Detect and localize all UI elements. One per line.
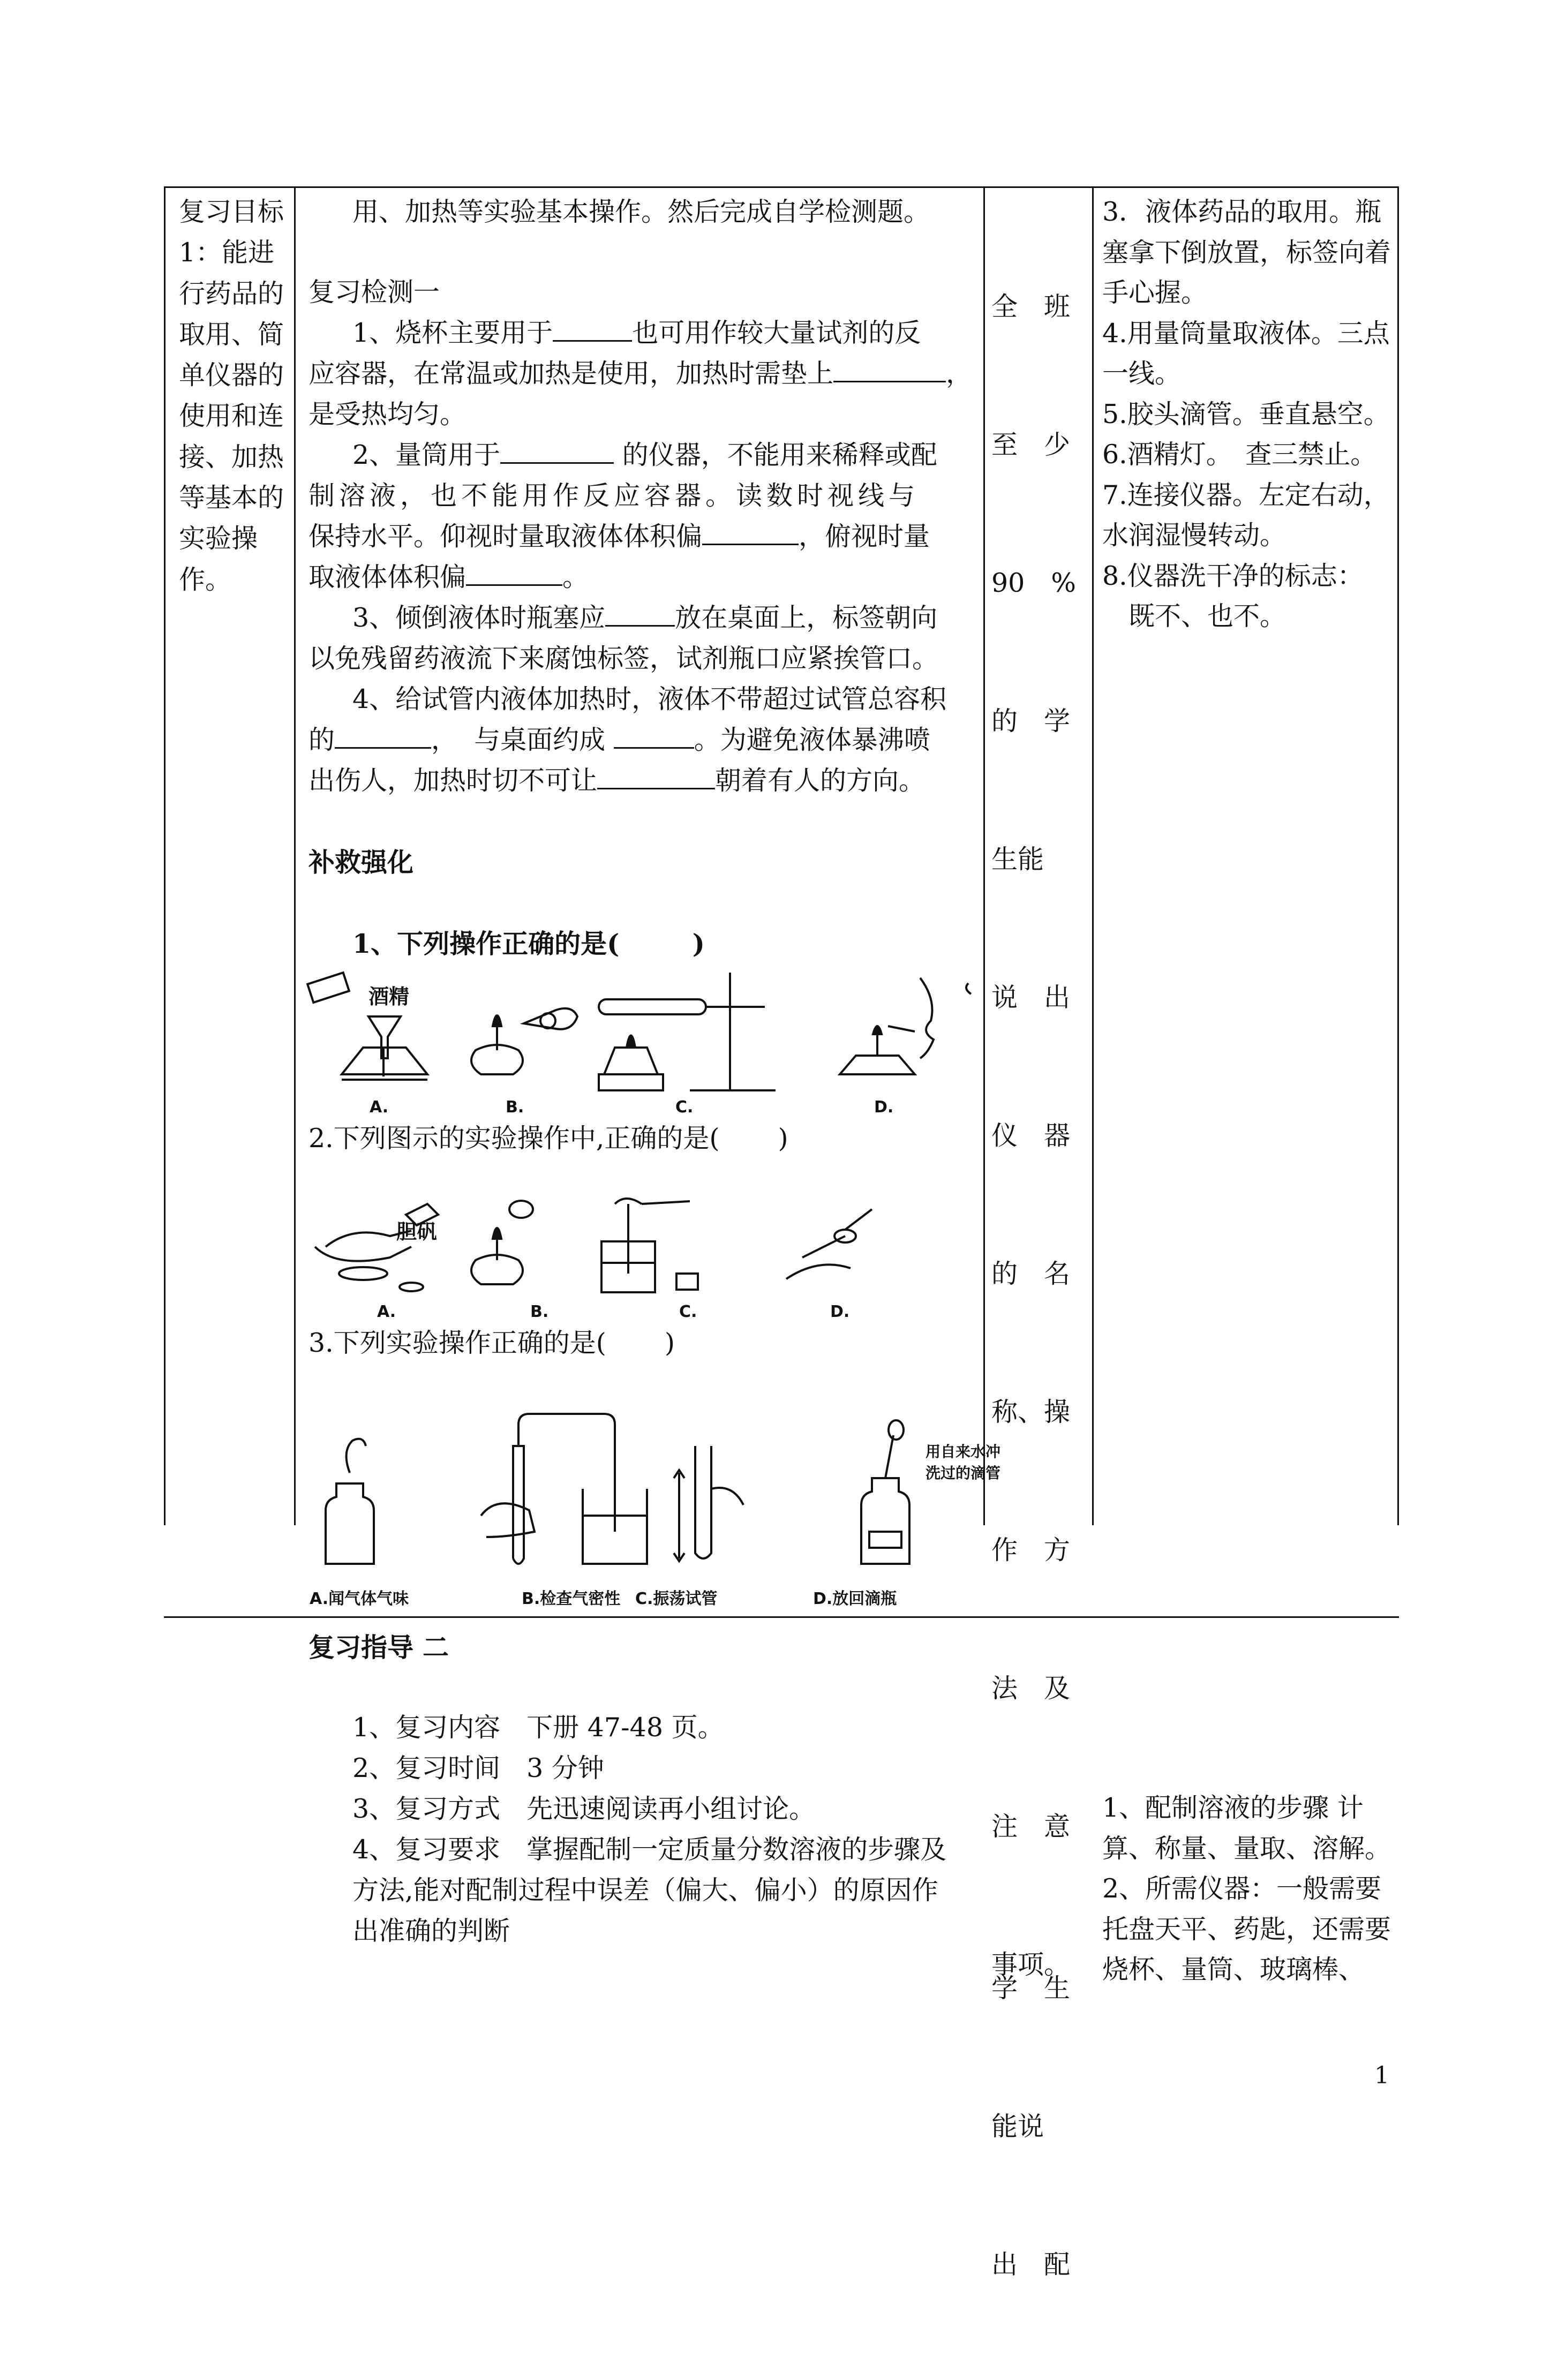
figure-b-airtight-check <box>481 1414 647 1564</box>
target-line: 法 及 <box>991 1673 1071 1704</box>
alcohol-label: 酒精 <box>368 985 410 1008</box>
q4-line2 <box>309 720 930 760</box>
mcq2-label-b: B. <box>530 1302 549 1321</box>
table-border-right <box>1397 186 1399 1525</box>
target-line: 学 生 <box>991 1973 1071 2004</box>
mcq2-label-c: C. <box>679 1302 697 1321</box>
mcq2-figures <box>304 1193 979 1295</box>
q4-text-f: 朝着有人的方向。 <box>715 765 926 796</box>
q4-text-b: 的 <box>309 725 335 755</box>
student-target-row2 <box>991 1873 1077 2380</box>
mcq1-label-a: A. <box>370 1098 389 1117</box>
key-point: 7.连接仪器。左定右动，水润湿慢转动。 <box>1102 479 1390 551</box>
q2-text-f: 取液体体积偏 <box>309 562 466 592</box>
student-target-row1 <box>991 192 1077 2080</box>
q2-line1 <box>352 435 937 476</box>
mcq2-label-d: D. <box>830 1302 850 1321</box>
review-goal: 复习目标1：能进行药品的取用、简单仪器的使用和连接、加热等基本的实验操作。 <box>179 197 284 595</box>
q3-text-a: 3、倾倒液体时瓶塞应 <box>352 602 606 633</box>
key-point: 既不、也不。 <box>1102 601 1286 631</box>
figure-d-blow-out-lamp <box>840 978 971 1074</box>
guide-item-2: 2、复习时间 3 分钟 <box>352 1753 604 1783</box>
q1-line1 <box>352 313 921 353</box>
guide-item-4: 4、复习要求 掌握配制一定质量分数溶液的步骤及 <box>352 1834 947 1865</box>
q4-text-c: ， 与桌面约成 <box>431 725 614 755</box>
target-line: 作 方 <box>991 1535 1071 1565</box>
figure-a-smell-gas <box>326 1439 374 1564</box>
mcq1-stem: 1、下列操作正确的是( ) <box>352 928 705 959</box>
mcq3-label-c: C.振荡试管 <box>635 1590 718 1608</box>
key-points-row2 <box>1102 1788 1397 1990</box>
key-point: 6.酒精灯。 查三禁止。 <box>1102 439 1377 470</box>
q2-text-e: ，俯视时量 <box>799 521 930 552</box>
q3-blank-1[interactable] <box>605 598 675 627</box>
figure-a-weigh-solid <box>315 1204 438 1291</box>
target-line: 事项。 <box>991 1949 1071 1980</box>
guide-item-1: 1、复习内容 下册 47-48 页。 <box>352 1712 724 1743</box>
dropper-note-2: 洗过的滴管 <box>926 1464 1001 1482</box>
q2-blank-1[interactable] <box>500 435 614 464</box>
key-points-row1 <box>1102 192 1397 637</box>
q3-line1 <box>352 598 937 638</box>
figure-b-lamp <box>471 1201 533 1284</box>
remedy-title: 补救强化 <box>309 847 414 878</box>
target-line: 90 % <box>991 568 1076 598</box>
target-line: 的 学 <box>991 706 1071 736</box>
q3-text-b: 放在桌面上，标签朝向 <box>675 602 938 633</box>
target-line: 能说 <box>991 2111 1044 2142</box>
page-number: 1 <box>1374 2062 1389 2089</box>
target-line: 的 名 <box>991 1259 1071 1289</box>
target-line: 生能 <box>991 844 1044 875</box>
chem-label: 胆矾 <box>396 1220 438 1244</box>
key-point: 2、所需仪器：一般需要托盘天平、药匙，还需要烧杯、量筒、玻璃棒、 <box>1102 1873 1391 1985</box>
q1-text-d: ， <box>946 358 973 389</box>
key-point: 1、配制溶液的步骤 计算、称量、量取、溶解。 <box>1102 1792 1391 1864</box>
target-line: 注 意 <box>991 1811 1071 1842</box>
mcq3-figures <box>304 1403 1001 1580</box>
q2-line2: 制溶液，也不能用作反应容器。读数时视线与 <box>309 480 920 511</box>
lesson-table <box>164 186 1399 2280</box>
column-divider-3 <box>1092 186 1094 1525</box>
column-divider-2 <box>983 186 985 1525</box>
q4-line1: 4、给试管内液体加热时，液体不带超过试管总容积 <box>352 684 947 714</box>
key-point: 8.仪器洗干净的标志： <box>1102 560 1364 591</box>
column-divider-1 <box>294 186 296 1525</box>
guide-title: 复习指导 二 <box>309 1632 449 1663</box>
q1-line2 <box>309 353 972 394</box>
mcq2-label-a: A. <box>377 1302 396 1321</box>
mcq1-figures <box>304 967 979 1096</box>
q2-line4 <box>309 557 589 598</box>
figure-b-lamp-to-lamp <box>471 1008 577 1074</box>
table-border-top <box>164 186 1399 188</box>
guide-item-4-cont: 方法,能对配制过程中误差（偏大、偏小）的原因作 <box>352 1875 938 1905</box>
target-line: 称、操 <box>991 1397 1071 1427</box>
table-border-left <box>164 186 165 1525</box>
mcq1-label-b: B. <box>506 1098 524 1117</box>
q1-blank-1[interactable] <box>553 313 632 342</box>
target-line: 出 配 <box>991 2249 1071 2280</box>
q3-line2: 以免残留药液流下来腐蚀标签，试剂瓶口应紧挨管口。 <box>309 643 939 674</box>
figure-c-shake-tube <box>674 1446 743 1561</box>
guide-item-3: 3、复习方式 先迅速阅读再小组讨论。 <box>352 1794 816 1824</box>
key-point: 5.胶头滴管。垂直悬空。 <box>1102 398 1390 430</box>
q1-text-c: 应容器，在常温或加热是使用，加热时需垫上 <box>309 358 834 389</box>
figure-c-heating-tube <box>599 973 776 1090</box>
dropper-note-1: 用自来水冲 <box>926 1443 1001 1460</box>
mcq2-stem: 2.下列图示的实验操作中,正确的是( ) <box>309 1123 788 1154</box>
q2-text-a: 2、量筒用于 <box>352 440 501 470</box>
key-point: 4.用量筒量取液体。三点一线。 <box>1102 318 1390 389</box>
q2-blank-2[interactable] <box>702 517 799 545</box>
q1-blank-2[interactable] <box>833 354 946 382</box>
mcq3-stem: 3.下列实验操作正确的是( ) <box>309 1328 675 1358</box>
guide-item-4-end: 出准确的判断 <box>352 1916 510 1946</box>
intro-line: 用、加热等实验基本操作。然后完成自学检测题。 <box>352 197 930 227</box>
q4-line3 <box>309 760 925 801</box>
check-title: 复习检测一 <box>309 277 440 307</box>
q2-text-d: 保持水平。仰视时量取液体体积偏 <box>309 521 703 552</box>
figure-c-beaker-dropper <box>601 1199 698 1292</box>
figure-d-hold-dropper <box>786 1209 872 1279</box>
table-row-divider <box>164 1616 1399 1618</box>
mcq3-label-b: B.检查气密性 <box>522 1590 621 1608</box>
q2-text-b: 的仪器，不能用来稀释或配 <box>614 440 937 470</box>
figure-a-funnel-pour <box>307 973 427 1080</box>
q4-blank-3[interactable] <box>597 761 715 789</box>
mcq1-label-c: C. <box>675 1098 694 1117</box>
key-point: 3．液体药品的取用。瓶塞拿下倒放置，标签向着手心握。 <box>1102 197 1391 308</box>
figure-d-return-dropper <box>861 1420 909 1564</box>
q4-blank-1[interactable] <box>335 720 431 749</box>
q4-blank-2[interactable] <box>614 720 694 749</box>
target-line: 至 少 <box>991 430 1071 460</box>
target-line: 全 班 <box>991 291 1071 322</box>
q2-text-g: 。 <box>562 562 589 592</box>
q1-text-b: 也可用作较大量试剂的反 <box>632 318 921 348</box>
mcq1-label-d: D. <box>874 1098 894 1117</box>
target-line: 仪 器 <box>991 1120 1071 1151</box>
target-line: 说 出 <box>991 982 1071 1013</box>
q2-line3 <box>309 516 930 557</box>
q2-blank-3[interactable] <box>466 558 562 586</box>
mcq3-label-d: D.放回滴瓶 <box>813 1590 897 1608</box>
q4-text-e: 出伤人，加热时切不可让 <box>309 765 598 796</box>
mcq3-label-a: A.闻气体气味 <box>310 1590 409 1608</box>
q1-text-a: 1、烧杯主要用于 <box>352 318 553 348</box>
q1-line3: 是受热均匀。 <box>309 399 466 430</box>
q4-text-d: 。为避免液体暴沸喷 <box>694 725 930 755</box>
